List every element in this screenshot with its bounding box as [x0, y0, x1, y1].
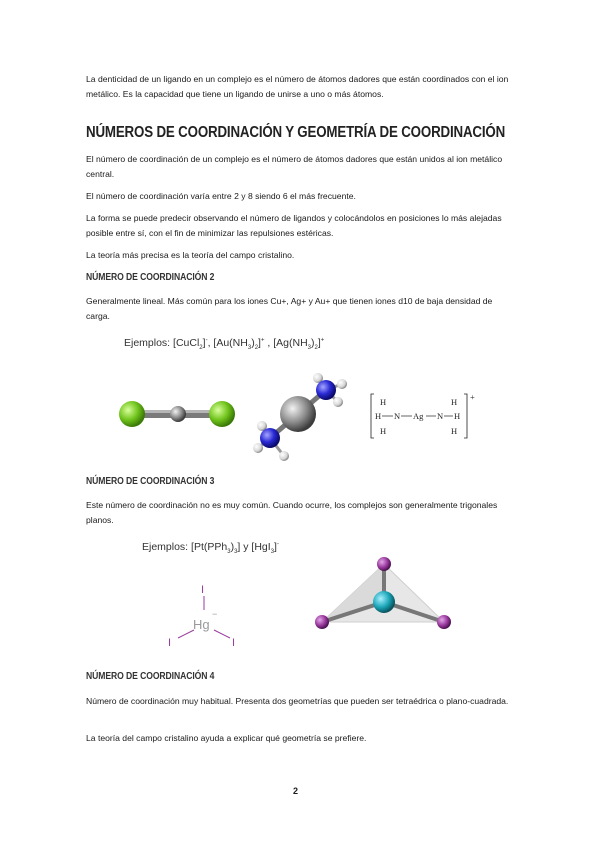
paragraph-cn3: Este número de coordinación no es muy común. Cuando ocurre, los complejos son generalmente trigonales planos. — [86, 500, 498, 525]
iodine-atom — [315, 615, 329, 629]
iodine-atom — [437, 615, 451, 629]
chlorine-atom — [209, 401, 235, 427]
svg-text:−: − — [212, 609, 218, 619]
svg-text:H: H — [380, 397, 387, 407]
paragraph-cn2: Generalmente lineal. Más común para los iones Cu+, Ag+ y Au+ que tienen iones d10 de baja densidad de carga. — [86, 296, 493, 321]
cn2-examples: Ejemplos: [CuCl$_2$]-, $[Au(NH_3)_2]^+$ , $[Ag(NH_3)_2]^+$ — [124, 337, 325, 352]
nitrogen-atom — [316, 380, 336, 400]
cn3-examples: Ejemplos: $[Pt(PPh_3)_3]$ y [HgI$_3$]- — [142, 541, 279, 556]
paragraph-shape: La forma se puede predecir observando el número de ligandos y colocándolos en posiciones lo más alejadas posible entre sí, con el fin de minimizar las repulsiones estéricas. — [86, 213, 502, 238]
paragraph-coordination-number: El número de coordinación de un complejo es el número de átomos dadores que están unidos al ion metálico central. — [86, 154, 503, 179]
iodine-atom — [377, 557, 391, 571]
heading-cn3: NÚMERO DE COORDINACIÓN 3 — [86, 476, 215, 487]
hydrogen-atom — [253, 443, 263, 453]
gold-atom — [280, 396, 316, 432]
hydrogen-atom — [279, 451, 289, 461]
section-title: NÚMEROS DE COORDINACIÓN Y GEOMETRÍA DE COORDINACIÓN — [86, 124, 506, 141]
svg-text:I: I — [201, 584, 205, 596]
hydrogen-atom — [333, 397, 343, 407]
chlorine-atom — [119, 401, 145, 427]
svg-text:I: I — [168, 637, 172, 649]
nitrogen-atom — [260, 428, 280, 448]
hg-label: Hg — [193, 617, 210, 632]
heading-cn2: NÚMERO DE COORDINACIÓN 2 — [86, 272, 215, 283]
svg-text:N: N — [394, 411, 401, 421]
svg-text:H: H — [454, 411, 461, 421]
au-nh3-model — [248, 374, 360, 466]
mercury-atom — [373, 591, 395, 613]
svg-text:N: N — [437, 411, 444, 421]
lewis-structure-ag — [370, 392, 474, 440]
linear-cucl2-model — [118, 392, 240, 436]
svg-text:H: H — [451, 397, 458, 407]
paragraph-cn4-crystal-field: La teoría del campo cristalino ayuda a explicar qué geometría se prefiere. — [86, 733, 367, 743]
svg-text:Ag: Ag — [413, 411, 424, 421]
svg-text:H: H — [375, 411, 382, 421]
page-number: 2 — [293, 786, 299, 796]
paragraph-cn4-geometries: Número de coordinación muy habitual. Presenta dos geometrías que pueden ser tetraédrica o plano-cuadrada. — [86, 696, 509, 706]
paragraph-range: El número de coordinación varía entre 2 y 8 siendo 6 el más frecuente. — [86, 191, 356, 201]
copper-atom — [170, 406, 186, 422]
svg-text:H: H — [380, 426, 387, 436]
heading-cn4: NÚMERO DE COORDINACIÓN 4 — [86, 671, 215, 682]
hgi3-lewis-drawing — [160, 580, 250, 652]
lewis-charge: + — [470, 392, 475, 402]
paragraph-crystal-field: La teoría más precisa es la teoría del campo cristalino. — [86, 250, 295, 260]
svg-text:H: H — [451, 426, 458, 436]
intro-paragraph: La denticidad de un ligando en un complejo es el número de átomos dadores que están coordinados con el ion metálico. Es la capacidad que tiene un ligando de unirse a uno o más átomos. — [86, 74, 509, 99]
trigonal-planar-model — [312, 556, 462, 636]
hydrogen-atom — [337, 379, 347, 389]
svg-text:I: I — [232, 637, 236, 649]
